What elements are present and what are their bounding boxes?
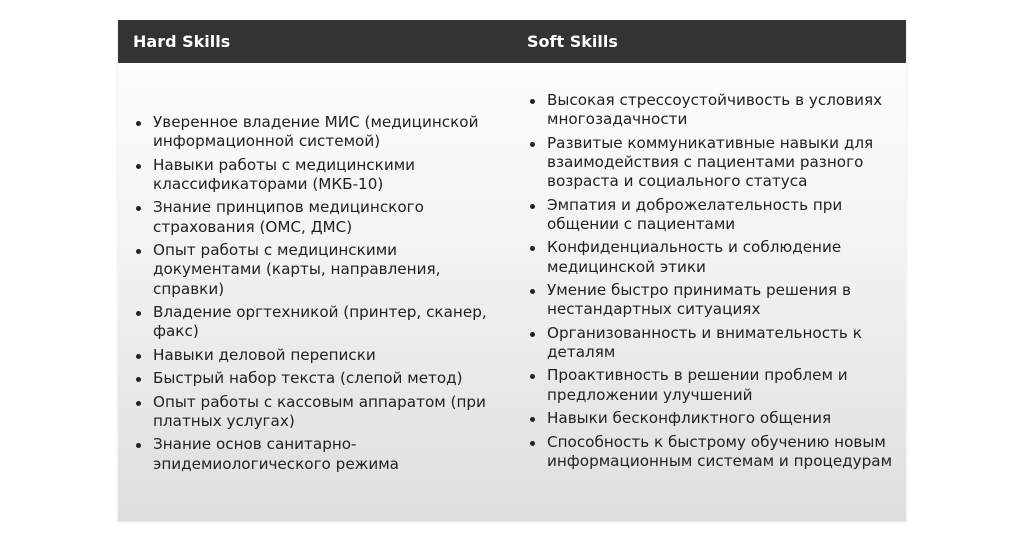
list-item: Владение оргтехникой (принтер, сканер, факс)	[135, 303, 505, 341]
list-item: Навыки деловой переписки	[135, 346, 505, 365]
list-item: Конфиденциальность и соблюдение медицинской этики	[529, 238, 899, 276]
header-hard-skills: Hard Skills	[133, 32, 231, 51]
list-item: Организованность и внимательность к деталям	[529, 324, 899, 362]
list-item: Эмпатия и доброжелательность при общении с пациентами	[529, 196, 899, 234]
hard-skills-list	[135, 113, 505, 478]
list-item: Высокая стрессоустойчивость в условиях многозадачности	[529, 91, 899, 129]
list-item: Навыки бесконфликтного общения	[529, 409, 899, 428]
list-item: Навыки работы с медицинскими классификаторами (МКБ-10)	[135, 156, 505, 194]
list-item: Знание принципов медицинского страхования (ОМС, ДМС)	[135, 198, 505, 236]
list-item: Уверенное владение МИС (медицинской информационной системой)	[135, 113, 505, 151]
table-header	[118, 20, 906, 63]
list-item: Знание основ санитарно-эпидемиологического режима	[135, 435, 505, 473]
soft-skills-list	[529, 91, 899, 475]
list-item: Способность к быстрому обучению новым информационным системам и процедурам	[529, 433, 899, 471]
list-item: Быстрый набор текста (слепой метод)	[135, 369, 505, 388]
list-item: Умение быстро принимать решения в нестандартных ситуациях	[529, 281, 899, 319]
header-soft-skills: Soft Skills	[527, 32, 618, 51]
skills-table	[118, 20, 906, 521]
list-item: Опыт работы с медицинскими документами (карты, направления, справки)	[135, 241, 505, 299]
list-item: Проактивность в решении проблем и предложении улучшений	[529, 366, 899, 404]
list-item: Развитые коммуникативные навыки для взаимодействия с пациентами разного возраста и социального статуса	[529, 134, 899, 192]
list-item: Опыт работы с кассовым аппаратом (при платных услугах)	[135, 393, 505, 431]
